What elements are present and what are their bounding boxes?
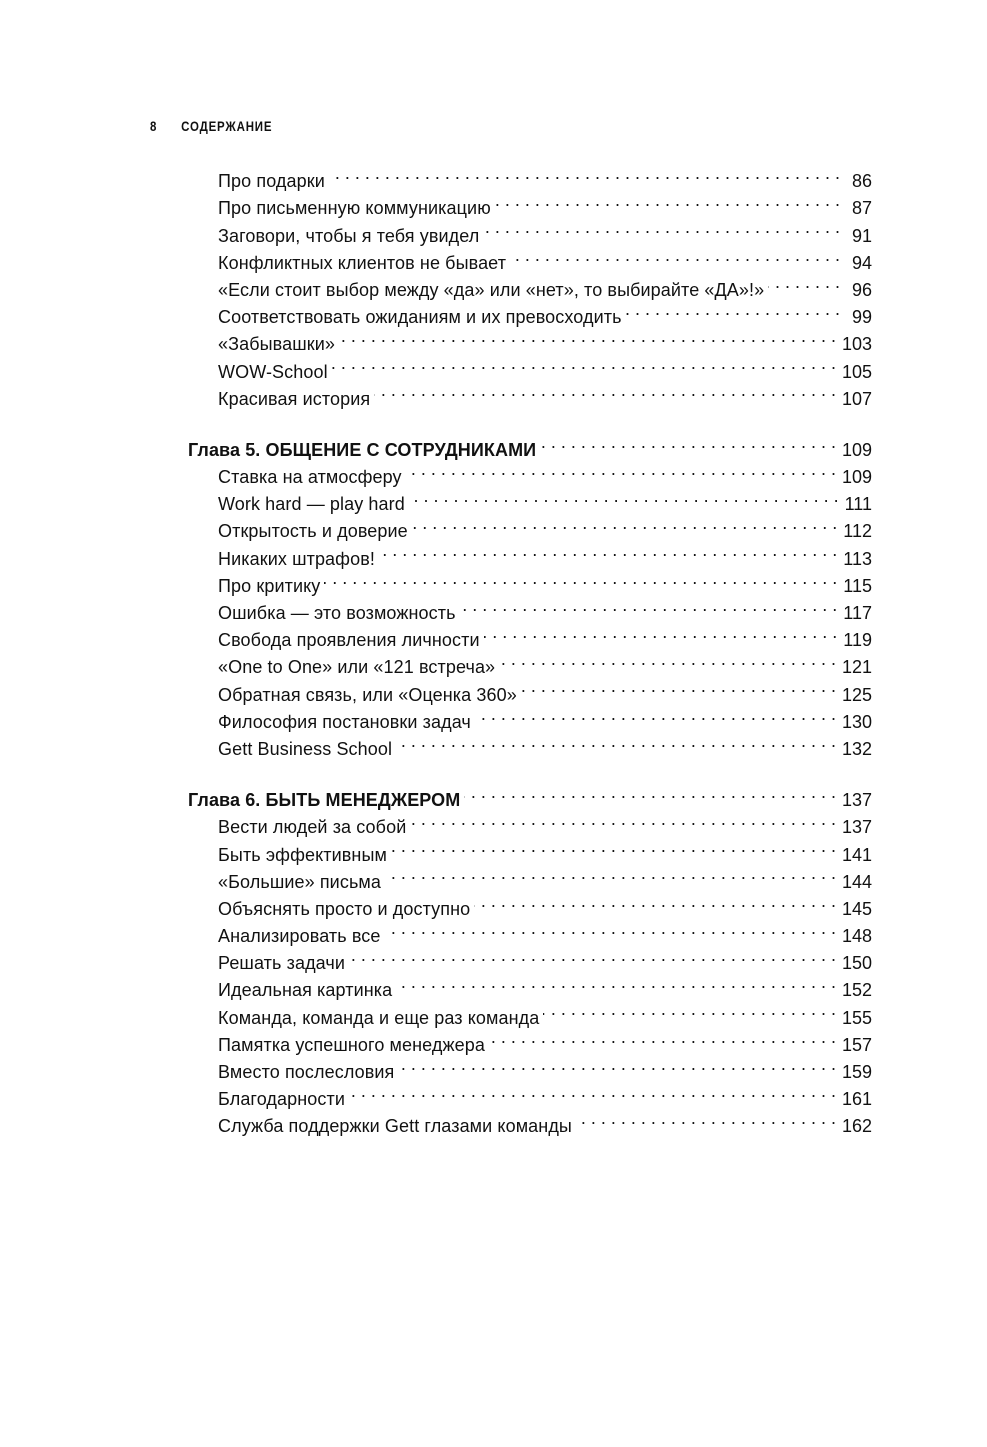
toc-entry-title: Ставка на атмосферу	[218, 467, 402, 488]
toc-entry-page: 87	[851, 198, 872, 219]
toc-entry-page: 117	[843, 603, 872, 623]
toc-entry-page: 112	[843, 521, 872, 542]
chapter-title: Глава 6. БЫТЬ МЕНЕДЖЕРОМ	[188, 790, 461, 811]
toc-entry-title: Соответствовать ожиданиям и их превосходить	[218, 307, 622, 328]
toc-entry-title: Благодарности	[218, 1089, 345, 1110]
page-title: СОДЕРЖАНИЕ	[181, 118, 273, 134]
dot-leader	[349, 942, 836, 969]
toc-entry-page: 159	[841, 1062, 872, 1082]
toc-entry-page: 119	[843, 630, 872, 651]
toc-entry-page: 103	[841, 334, 872, 355]
dot-leader	[510, 242, 840, 269]
toc-entry-page: 91	[851, 225, 872, 246]
table-of-contents	[188, 160, 872, 1137]
toc-entry-title: Ошибка — это возможность	[218, 603, 456, 623]
toc-entry-page: 162	[841, 1116, 872, 1137]
dot-leader	[412, 510, 838, 537]
toc-entry-page: 161	[841, 1089, 872, 1110]
dot-leader	[626, 296, 840, 323]
toc-entry-title: Gett Business School	[218, 738, 393, 759]
toc-entry-title: Памятка успешного менеджера	[218, 1034, 485, 1055]
toc-entry-title: Объяснять просто и доступно	[218, 898, 471, 919]
toc-entry-page: 113	[843, 548, 872, 569]
toc-section-continued	[188, 160, 872, 409]
toc-entry-page: 141	[841, 844, 872, 865]
toc-entry-page: 137	[841, 817, 872, 838]
dot-leader	[464, 779, 836, 806]
dot-leader	[349, 1078, 836, 1105]
toc-entry-page: 121	[841, 657, 872, 678]
toc-entry-title: Конфликтных клиентов не бывает	[218, 252, 507, 273]
toc-entry-title: Про критику	[218, 575, 321, 596]
toc-entry-title: Заговори, чтобы я тебя увидел	[218, 225, 480, 246]
dot-leader	[483, 214, 840, 241]
toc-entry-title: Философия постановки задач	[218, 711, 471, 732]
dot-leader	[324, 565, 837, 592]
toc-entry-page: 86	[851, 171, 872, 192]
dot-leader	[489, 1024, 836, 1051]
dot-leader	[576, 1105, 836, 1132]
toc-entry-title: Красивая история	[218, 388, 371, 409]
dot-leader	[329, 160, 840, 187]
dot-leader	[332, 350, 836, 377]
dot-leader	[396, 969, 836, 996]
toc-entry-title: Про письменную коммуникацию	[218, 198, 491, 219]
dot-leader	[768, 269, 840, 296]
toc-entry-page: 99	[851, 307, 872, 328]
dot-leader	[374, 378, 836, 405]
toc-chapter-heading[interactable]	[188, 429, 872, 460]
toc-entry-title: Никаких штрафов!	[218, 548, 375, 569]
toc-entry-title: Свобода проявления личности	[218, 630, 480, 651]
toc-entry-page: 155	[841, 1007, 872, 1028]
toc-entry-title: «Большие» письма	[218, 871, 382, 892]
dot-leader	[540, 429, 836, 456]
toc-entry-page: 94	[851, 252, 872, 273]
toc-entry-page: 148	[841, 926, 872, 947]
page-number: 8	[150, 118, 158, 134]
chapter-page: 109	[841, 439, 872, 460]
toc-entry-page: 105	[841, 361, 872, 382]
toc-section-chapter-6	[188, 779, 872, 1137]
toc-entry-page: 125	[841, 684, 872, 705]
dot-leader	[521, 673, 836, 700]
running-head	[150, 118, 272, 134]
toc-entry-page: 109	[841, 467, 872, 488]
dot-leader	[409, 483, 839, 510]
toc-entry-title: Work hard — play hard	[218, 494, 405, 515]
dot-leader	[460, 592, 838, 619]
dot-leader	[499, 646, 836, 673]
dot-leader	[406, 456, 836, 483]
toc-entry-title: Идеальная картинка	[218, 980, 393, 1001]
dot-leader	[475, 701, 836, 728]
toc-entry-page: 145	[841, 898, 872, 919]
toc-entry-title: Быть эффективным	[218, 844, 387, 865]
toc-entry-page: 111	[844, 494, 872, 515]
toc-entry-title: «One to One» или «121 встреча»	[218, 657, 496, 678]
dot-leader	[484, 619, 838, 646]
toc-entry-title: WOW-School	[218, 361, 328, 382]
dot-leader	[385, 861, 836, 888]
dot-leader	[474, 888, 836, 915]
dot-leader	[410, 806, 836, 833]
toc-entry-title: Анализировать все	[218, 926, 381, 947]
toc-entry-page: 130	[841, 711, 872, 732]
toc-entry-page: 132	[841, 738, 872, 759]
chapter-title: Глава 5. ОБЩЕНИЕ С СОТРУДНИКАМИ	[188, 439, 537, 460]
dot-leader	[379, 537, 837, 564]
toc-entry-title: Открытость и доверие	[218, 521, 408, 542]
toc-entry-title: «Если стоит выбор между «да» или «нет», то выбирайте «ДА»!»	[218, 279, 765, 300]
toc-entry-page: 115	[843, 575, 872, 596]
chapter-page: 137	[841, 790, 872, 811]
dot-leader	[339, 323, 836, 350]
toc-entry-page: 107	[841, 388, 872, 409]
toc-entry-title: Служба поддержки Gett глазами команды	[218, 1116, 572, 1137]
toc-section-chapter-5	[188, 429, 872, 759]
dot-leader	[543, 996, 836, 1023]
dot-leader	[495, 187, 840, 214]
toc-entry-page: 157	[841, 1034, 872, 1055]
toc-entry-title: Решать задачи	[218, 953, 346, 974]
toc-entry-title: Вместо послесловия	[218, 1062, 395, 1082]
toc-entry-page: 144	[841, 871, 872, 892]
toc-entry-title: Про подарки	[218, 171, 325, 192]
toc-entry-page: 152	[841, 980, 872, 1001]
dot-leader	[398, 1051, 836, 1078]
dot-leader	[391, 833, 836, 860]
dot-leader	[385, 915, 836, 942]
toc-entry-title: «Забывашки»	[218, 334, 335, 355]
toc-entry-title: Вести людей за собой	[218, 817, 407, 838]
dot-leader	[396, 728, 836, 755]
toc-entry-page: 150	[841, 953, 872, 974]
toc-chapter-heading[interactable]	[188, 779, 872, 811]
toc-entry-title: Команда, команда и еще раз команда	[218, 1007, 540, 1028]
toc-entry-page: 96	[851, 279, 872, 300]
toc-entry[interactable]	[188, 160, 872, 192]
toc-entry-title: Обратная связь, или «Оценка 360»	[218, 684, 517, 705]
